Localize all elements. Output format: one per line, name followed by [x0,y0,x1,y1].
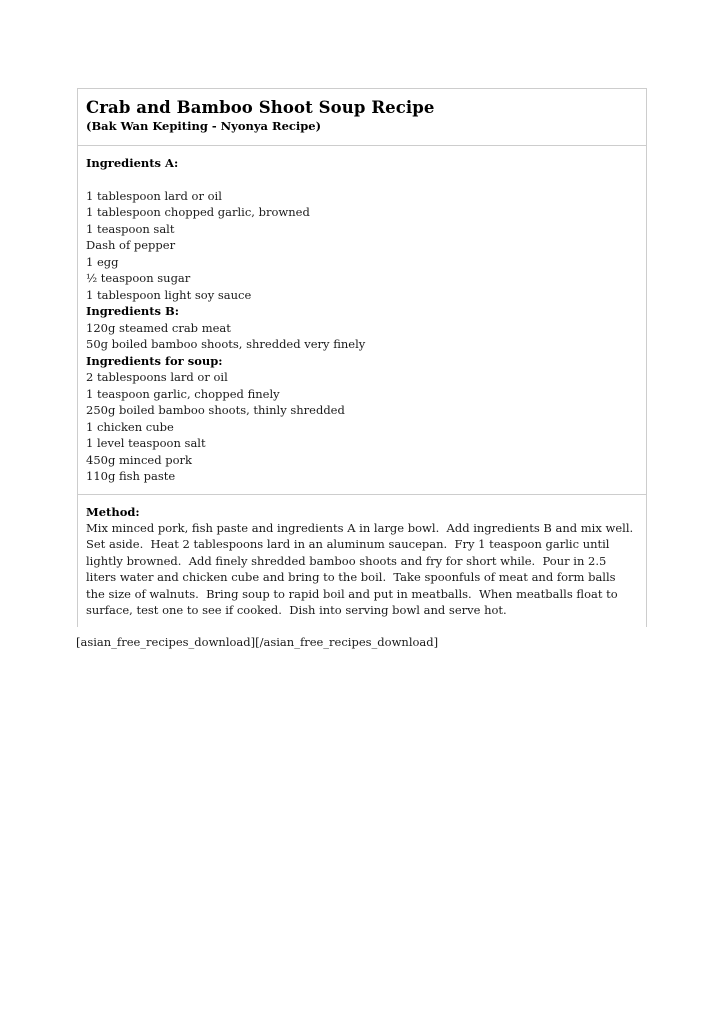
list-item: 1 chicken cube [86,419,174,434]
method-heading: Method: [86,504,140,519]
ingredients-spacer [86,172,637,188]
ingredients-soup-heading: Ingredients for soup: [86,353,223,368]
footer-shortcode-text: [asian_free_recipes_download][/asian_free_recipes_download] [76,635,439,649]
ingredients-a-heading: Ingredients A: [86,156,179,170]
list-item: 1 tablespoon light soy sauce [86,287,252,302]
list-item: 120g steamed crab meat [86,320,231,335]
list-item: 1 teaspoon garlic, chopped finely [86,386,280,401]
list-item: 1 egg [86,254,119,269]
recipe-card [77,88,647,627]
page-title: Crab and Bamboo Shoot Soup Recipe [86,98,435,117]
list-item: 2 tablespoons lard or oil [86,370,228,384]
list-item: ½ teaspoon sugar [86,271,191,285]
list-item: 450g minced pork [86,452,192,467]
ingredients-section [78,145,646,494]
page-subtitle: (Bak Wan Kepiting - Nyonya Recipe) [86,119,322,133]
list-item: Dash of pepper [86,238,176,252]
list-item: 250g boiled bamboo shoots, thinly shredded [86,403,345,417]
method-body-text: Mix minced pork, fish paste and ingredients A in large bowl. Add ingredients B and mix well. Set aside. Heat 2 tablespoons lard in an aluminum saucepan. Fry 1 teaspoon garlic until lightly browned. Add finely shredded bamboo shoots and fry for short while. Pour in 2.5 liters water and chicken cube and bring to the boil. Take spoonfuls of meat and form balls the size of walnuts. Bring soup to rapid boil and put in meatballs. When meatballs float to surface, test one to see if cooked. Dish into serving bowl and serve hot. [86,521,641,618]
list-item: 1 tablespoon lard or oil [86,188,222,203]
list-item: 1 teaspoon salt [86,221,175,236]
list-item: 110g fish paste [86,469,176,483]
method-section [78,494,646,628]
list-item: 50g boiled bamboo shoots, shredded very finely [86,337,366,351]
recipe-header-section [78,89,646,145]
list-item: 1 level teaspoon salt [86,436,206,450]
ingredients-b-heading: Ingredients B: [86,304,179,318]
list-item: 1 tablespoon chopped garlic, browned [86,205,310,219]
